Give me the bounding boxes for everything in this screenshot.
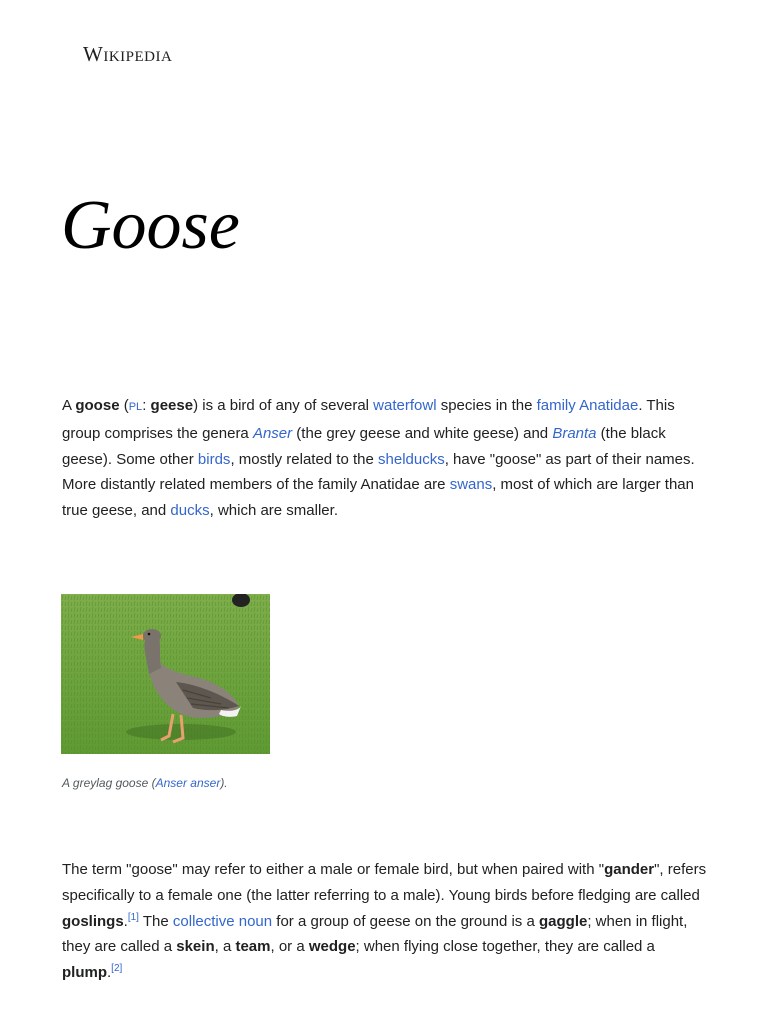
plural-abbr-link[interactable]: PL	[128, 401, 143, 413]
goose-photo	[61, 594, 270, 754]
terminology-paragraph: The term "goose" may refer to either a male or female bird, but when paired with "gander", refers specifically to a female one (the latter referring to a male). Young birds before fledging are called goslings.[1] The collective noun for a group of geese on the ground is a gaggle; when in flight, they are called a skein, a team, or a wedge; when flying close together, they are called a plump.[2]	[62, 861, 707, 982]
figure-caption: A greylag goose (Anser anser).	[62, 776, 228, 790]
birds-link[interactable]: birds	[197, 450, 231, 468]
reference-2-link[interactable]: [2]	[111, 963, 123, 975]
family-anatidae-link[interactable]: family Anatidae	[536, 397, 639, 414]
wikipedia-wordmark[interactable]: Wikipedia	[83, 42, 173, 66]
page-title: Goose	[61, 187, 240, 264]
term-goslings: goslings	[62, 912, 124, 930]
term-goose: goose	[75, 397, 120, 414]
branta-link[interactable]: Branta	[552, 424, 597, 442]
term-geese: geese	[150, 397, 194, 414]
term-skein: skein	[176, 938, 215, 956]
collective-noun-link[interactable]: collective noun	[172, 912, 273, 930]
term-team: team	[235, 938, 271, 956]
anser-link[interactable]: Anser	[252, 424, 293, 442]
anser-anser-link[interactable]: Anser anser	[155, 776, 221, 790]
reference-1-link[interactable]: [1]	[127, 911, 139, 923]
intro-paragraph: A goose (PL: geese) is a bird of any of several waterfowl species in the family Anatidae. This group comprises the genera Anser (the grey geese and white geese) and Branta (the black geese). Some other birds, mostly related to the shelducks, have "goose" as part of their names. More distantly related members of the family Anatidae are swans, most of which are larger than true geese, and ducks, which are smaller.	[62, 397, 695, 520]
term-plump: plump	[62, 964, 107, 982]
swans-link[interactable]: swans	[449, 476, 493, 494]
ducks-link[interactable]: ducks	[170, 502, 210, 520]
term-wedge: wedge	[308, 938, 356, 956]
waterfowl-link[interactable]: waterfowl	[373, 397, 437, 414]
greylag-goose-image[interactable]	[61, 594, 270, 754]
shelducks-link[interactable]: shelducks	[378, 450, 445, 468]
term-gaggle: gaggle	[538, 912, 588, 930]
term-gander: gander	[604, 861, 655, 878]
